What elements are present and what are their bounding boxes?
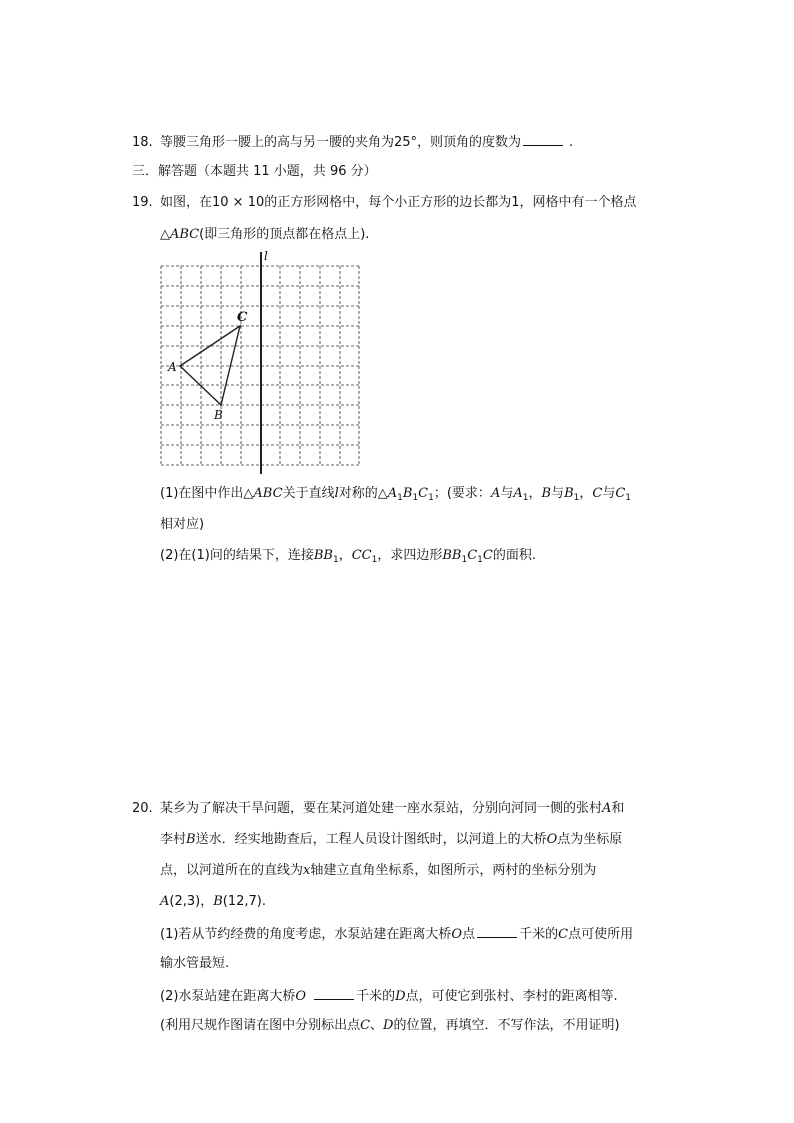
- subscript: 1: [573, 493, 580, 503]
- text: 某乡为了解决干旱问题，要在某河道处建一座水泵站，分别向河同一侧的张村: [160, 801, 603, 816]
- text: ，: [528, 486, 542, 501]
- text: 的面积.: [492, 548, 536, 563]
- subscript: 1: [397, 493, 403, 503]
- var: C: [558, 927, 569, 942]
- text: ，求四边形: [377, 548, 443, 563]
- var: O: [451, 927, 463, 942]
- var: ABC: [253, 486, 283, 501]
- var: B: [213, 894, 223, 909]
- question-text-end: .: [569, 135, 574, 150]
- text: 的位置，再填空．不写作法，不用证明): [393, 1018, 620, 1033]
- text: 轴建立直角坐标系，如图所示，两村的坐标分别为: [310, 863, 597, 878]
- text: (2,3)，: [169, 894, 214, 909]
- var: A: [160, 894, 170, 909]
- grid-figure: [150, 246, 380, 478]
- question-19-part-2: [160, 547, 536, 565]
- var: C: [360, 1018, 371, 1033]
- text: 对称的△: [338, 486, 388, 501]
- var: B: [564, 486, 574, 501]
- question-19-line-1: [132, 194, 637, 212]
- answer-blank-d[interactable]: [314, 986, 354, 1000]
- point-label-b: B: [214, 408, 223, 422]
- var: C: [418, 486, 429, 501]
- question-20-part-1: [160, 924, 633, 944]
- var: O: [546, 832, 558, 847]
- line-label-l: l: [264, 249, 268, 263]
- text: (2)在(1)问的结果下，连接: [160, 548, 314, 563]
- var: C: [592, 486, 603, 501]
- text: 点: [462, 927, 476, 942]
- subscript: 1: [412, 493, 419, 503]
- question-20-line-2: [160, 831, 622, 849]
- text: (利用尺规作图请在图中分别标出点: [160, 1018, 361, 1033]
- question-20-note: [160, 1017, 620, 1035]
- text: ，: [338, 548, 352, 563]
- subscript: 1: [477, 555, 483, 565]
- text: ，: [579, 486, 593, 501]
- question-19-line-2: [160, 226, 369, 244]
- point-label-a: A: [168, 360, 177, 374]
- subscript: 1: [428, 493, 434, 503]
- text: 和: [611, 801, 625, 816]
- point-label-c: C: [237, 310, 248, 325]
- grid-figure-svg: [150, 246, 380, 478]
- var: x: [303, 863, 311, 878]
- question-20-part-2: [160, 986, 618, 1006]
- var: l: [334, 486, 339, 501]
- var: B: [541, 486, 552, 501]
- text: 千米的: [356, 989, 396, 1004]
- text: 、: [370, 1018, 384, 1033]
- question-number: 19.: [132, 195, 153, 210]
- question-19-part-1-cont: 相对应): [160, 517, 205, 532]
- question-number: 20.: [132, 801, 153, 816]
- var: D: [395, 989, 406, 1004]
- var: A: [490, 486, 501, 501]
- question-text: 等腰三角形一腰上的高与另一腰的夹角为25°，则顶角的度数为: [160, 135, 522, 150]
- question-20-line-1: [132, 800, 624, 818]
- var: B: [186, 832, 196, 847]
- question-20-part-1-cont: 输水管最短.: [160, 956, 230, 971]
- question-18: [132, 132, 573, 152]
- text: (1)在图中作出△: [160, 486, 254, 501]
- var: CC: [351, 548, 372, 563]
- subscript: 1: [625, 493, 632, 503]
- text: 点可使所用: [568, 927, 634, 942]
- text: 关于直线: [282, 486, 335, 501]
- text: (12,7).: [222, 894, 267, 909]
- question-19-part-1: [160, 485, 631, 503]
- triangle-abc: [180, 326, 240, 405]
- var: A: [513, 486, 523, 501]
- text: 点，以河道所在的直线为: [160, 863, 304, 878]
- subscript: 1: [332, 555, 339, 565]
- text: 送水．经实地勘查后，工程人员设计图纸时，以河道上的大桥: [195, 832, 547, 847]
- question-20-line-4: [160, 893, 266, 911]
- text: (2)水泵站建在距离大桥: [160, 989, 296, 1004]
- var: B: [402, 486, 413, 501]
- question-text: (即三角形的顶点都在格点上).: [199, 227, 370, 242]
- question-20-line-3: [160, 862, 596, 880]
- text: 李村: [160, 832, 187, 847]
- var: D: [383, 1018, 394, 1033]
- triangle-symbol: △: [160, 227, 170, 242]
- var: BB: [313, 548, 333, 563]
- var: A: [602, 801, 612, 816]
- answer-blank[interactable]: [523, 132, 563, 146]
- text: 点为坐标原: [557, 832, 623, 847]
- triangle-name: ABC: [170, 227, 200, 242]
- text: ；(要求：: [433, 486, 491, 501]
- text: 千米的: [519, 927, 559, 942]
- text: (1)若从节约经费的角度考虑，水泵站建在距离大桥: [160, 927, 452, 942]
- var: BB: [442, 548, 462, 563]
- var: C: [467, 548, 478, 563]
- text: 与: [500, 486, 514, 501]
- section-heading: 三．解答题（本题共 11 小题，共 96 分）: [132, 164, 377, 179]
- var: O: [295, 989, 307, 1004]
- text: 与: [551, 486, 565, 501]
- subscript: 1: [371, 555, 378, 565]
- var: C: [482, 548, 493, 563]
- question-text: 如图，在10 × 10的正方形网格中，每个小正方形的边长都为1，网格中有一个格点: [160, 195, 637, 210]
- text: 与: [602, 486, 616, 501]
- var: A: [387, 486, 398, 501]
- subscript: 1: [461, 555, 468, 565]
- question-number: 18.: [132, 135, 153, 150]
- var: C: [615, 486, 626, 501]
- answer-blank-c[interactable]: [477, 924, 517, 938]
- text: 点，可使它到张村、李村的距离相等.: [405, 989, 618, 1004]
- subscript: 1: [522, 493, 529, 503]
